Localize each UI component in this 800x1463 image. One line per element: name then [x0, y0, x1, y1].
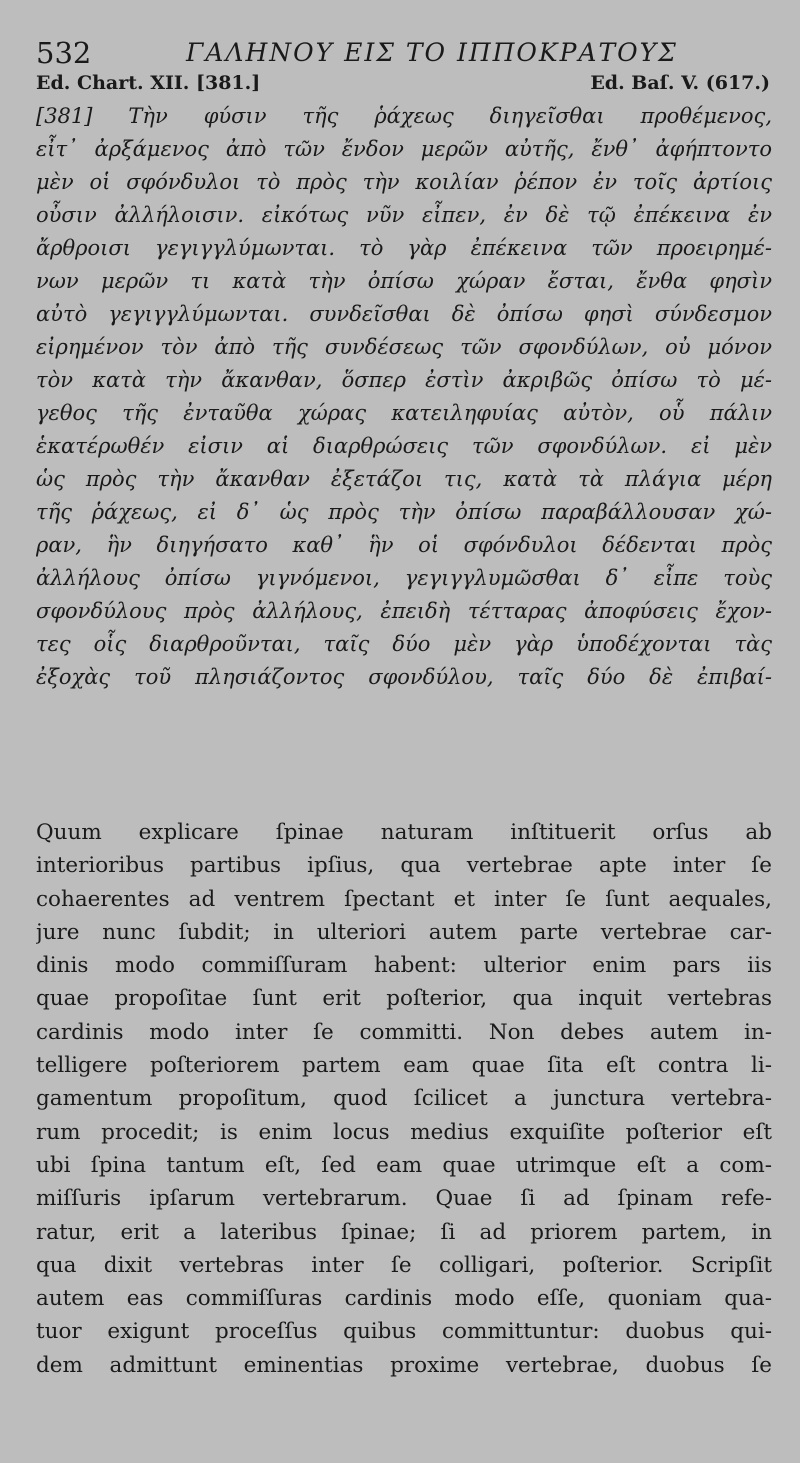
running-title: ΓΑΛΗΝΟΥ ΕΙΣ ΤΟ ΙΠΠΟΚΡΑΤΟΥΣ — [186, 38, 678, 67]
greek-line: εἶτ᾽ ἀρξάμενος ἀπὸ τῶν ἔνδον μερῶν αὐτῆς, ἔνθ᾽ ἀφήπτοντο — [36, 137, 772, 161]
latin-line: cohaerentes ad ventrem ſpectant et inter ſe ſunt aequales, — [36, 886, 772, 912]
greek-line: τὸν κατὰ τὴν ἄκανθαν, ὅσπερ ἐστὶν ἀκριβῶς ὀπίσω τὸ μέ- — [36, 368, 772, 392]
latin-line: autem eas commiſſuras cardinis modo eſſe, quoniam qua- — [36, 1286, 772, 1312]
greek-line: σφονδύλους πρὸς ἀλλήλους, ἐπειδὴ τέτταρας ἀποφύσεις ἔχον- — [36, 599, 772, 623]
greek-line: μὲν οἱ σφόνδυλοι τὸ πρὸς τὴν κοιλίαν ῥέπον ἐν τοῖς ἀρτίοις — [36, 170, 772, 194]
edition-left: Ed. Chart. XII. [381.] — [36, 72, 261, 94]
greek-line: αὐτὸ γεγιγγλύμωνται. συνδεῖσθαι δὲ ὀπίσω φησὶ σύνδεσμον — [36, 302, 772, 326]
page-number: 532 — [36, 36, 92, 70]
latin-line: gamentum propoſitum, quod ſcilicet a junctura vertebra- — [36, 1086, 772, 1112]
greek-text-block — [36, 100, 772, 694]
greek-line: οὖσιν ἀλλήλοισιν. εἰκότως νῦν εἶπεν, ἐν δὲ τῷ ἐπέκεινα ἐν — [36, 203, 772, 227]
greek-line: ἑκατέρωθέν εἰσιν αἱ διαρθρώσεις τῶν σφονδύλων. εἰ μὲν — [36, 434, 772, 458]
greek-line: ἄρθροισι γεγιγγλύμωνται. τὸ γὰρ ἐπέκεινα τῶν προειρημέ- — [36, 236, 772, 260]
greek-line: τῆς ῥάχεως, εἰ δ᾽ ὡς πρὸς τὴν ὀπίσω παραβάλλουσαν χώ- — [36, 500, 772, 524]
greek-line: ἐξοχὰς τοῦ πλησιάζοντος σφονδύλου, ταῖς δύο δὲ ἐπιβαί- — [36, 665, 772, 689]
latin-line: quae propoſitae ſunt erit poſterior, qua inquit vertebras — [36, 986, 772, 1012]
latin-line: dinis modo commiſſuram habent: ulterior enim pars iis — [36, 953, 772, 979]
edition-references — [36, 72, 770, 102]
latin-line: cardinis modo inter ſe committi. Non debes autem in- — [36, 1019, 772, 1045]
latin-line: jure nunc ſubdit; in ulteriori autem parte vertebrae car- — [36, 919, 772, 945]
latin-line: qua dixit vertebras inter ſe colligari, poſterior. Scripſit — [36, 1252, 772, 1278]
latin-line: telligere poſteriorem partem eam quae ſita eſt contra li- — [36, 1053, 772, 1079]
latin-text-block — [36, 816, 772, 1382]
greek-line: εἰρημένον τὸν ἀπὸ τῆς συνδέσεως τῶν σφονδύλων, οὐ μόνον — [36, 335, 772, 359]
latin-line: dem admittunt eminentias proxime vertebrae, duobus ſe — [36, 1352, 772, 1378]
latin-line: interioribus partibus ipſius, qua vertebrae apte inter ſe — [36, 853, 772, 879]
latin-line: miſſuris ipſarum vertebrarum. Quae ſi ad ſpinam refe- — [36, 1186, 772, 1212]
greek-line: νων μερῶν τι κατὰ τὴν ὀπίσω χώραν ἔσται, ἔνθα φησὶν — [36, 269, 772, 293]
greek-line: ὡς πρὸς τὴν ἄκανθαν ἐξετάζοι τις, κατὰ τὰ πλάγια μέρη — [36, 467, 772, 491]
greek-line: [381] Τὴν φύσιν τῆς ῥάχεως διηγεῖσθαι προθέμενος, — [36, 104, 772, 128]
latin-line: ubi ſpina tantum eſt, ſed eam quae utrimque eſt a com- — [36, 1152, 772, 1178]
greek-line: γεθος τῆς ἐνταῦθα χώρας κατειληφυίας αὐτὸν, οὗ πάλιν — [36, 401, 772, 425]
latin-line: Quum explicare ſpinae naturam inſtituerit orſus ab — [36, 820, 772, 845]
latin-line: ratur, erit a lateribus ſpinae; ſi ad priorem partem, in — [36, 1219, 772, 1245]
greek-line: τες οἷς διαρθροῦνται, ταῖς δύο μὲν γὰρ ὑποδέχονται τὰς — [36, 632, 772, 656]
page-header — [36, 30, 776, 70]
greek-line: ἀλλήλους ὀπίσω γιγνόμενοι, γεγιγγλυμῶσθαι δ᾽ εἶπε τοὺς — [36, 566, 772, 590]
greek-line: ραν, ἣν διηγήσατο καθ᾽ ἣν οἱ σφόνδυλοι δέδενται πρὸς — [36, 533, 772, 557]
latin-line: tuor exigunt proceſſus quibus committuntur: duobus qui- — [36, 1319, 772, 1345]
latin-line: rum procedit; is enim locus medius exquiſite poſterior eſt — [36, 1119, 772, 1145]
edition-right: Ed. Baſ. V. (617.) — [590, 72, 770, 94]
